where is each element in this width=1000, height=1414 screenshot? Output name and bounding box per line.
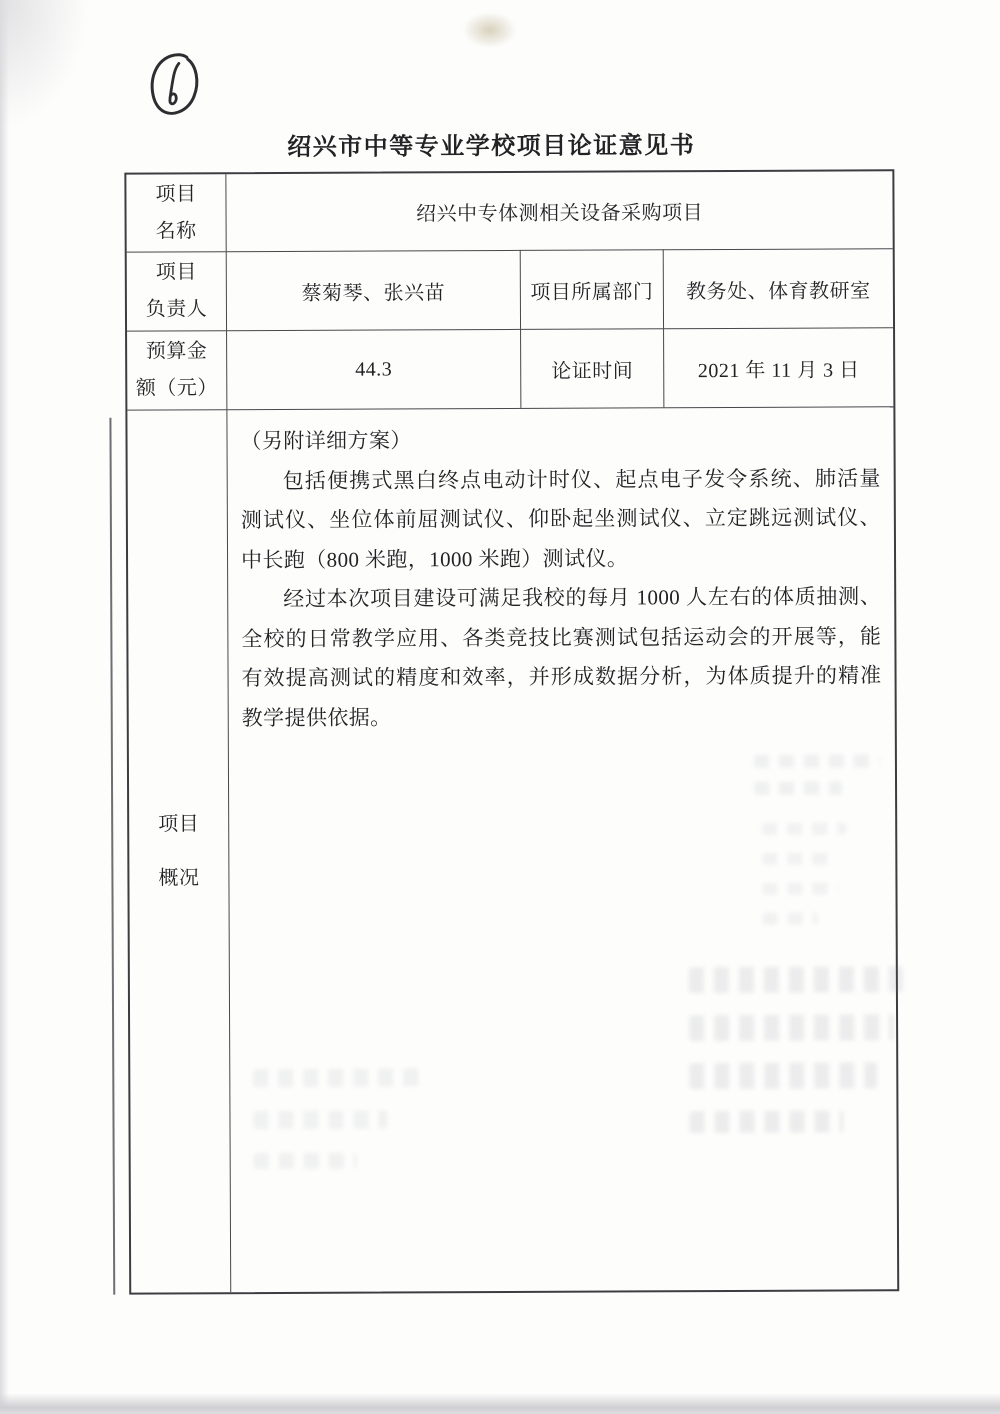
department-value: 教务处、体育教研室 [663, 248, 893, 328]
project-name-label: 项目 名称 [155, 182, 197, 242]
overview-paragraph-1: 包括便携式黑白终点电动计时仪、起点电子发令系统、肺活量测试仪、坐位体前屈测试仪、仰卧起坐测试仪、立定跳远测试仪、中长跑（800 米跑，1000 米跑）测试仪。 [240, 465, 881, 572]
page-title: 绍兴市中等专业学校项目论证意见书 [287, 132, 696, 161]
handwritten-circled-number [143, 49, 205, 121]
project-leader-value: 蔡菊琴、张兴苗 [226, 250, 520, 330]
bleedthrough-artifact [253, 1058, 426, 1193]
budget-value: 44.3 [226, 329, 520, 409]
budget-label: 预算金 额（元） [127, 330, 226, 409]
page-edge-shadow [0, 0, 90, 130]
overview-note: （另附详细方案） [240, 428, 412, 454]
project-leader-label: 项目 负责人 [127, 251, 226, 330]
bleedthrough-artifact [689, 956, 904, 1155]
ink-smudge [463, 12, 517, 48]
review-time-label: 论证时间 [520, 328, 663, 408]
scan-line-artifact [109, 418, 115, 1295]
overview-paragraph-2: 经过本次项目建设可满足我校的每月 1000 人左右的体质抽测、全校的日常教学应用、各类竞技比赛测试包括运动会的开展等，能有效提高测试的精度和效率，并形成数据分析，为体质提升的精准教学提供依据。 [241, 584, 882, 730]
page-edge-shadow [0, 0, 9, 1414]
overview-label: 项目 概况 [127, 409, 230, 1292]
department-label: 项目所属部门 [520, 249, 663, 329]
bleedthrough-artifact [754, 746, 880, 809]
page-edge-shadow [0, 1393, 1000, 1414]
review-time-value: 2021 年 11 月 3 日 [663, 327, 893, 407]
project-name-value: 绍兴中专体测相关设备采购项目 [225, 171, 892, 251]
bleedthrough-artifact [762, 810, 847, 942]
